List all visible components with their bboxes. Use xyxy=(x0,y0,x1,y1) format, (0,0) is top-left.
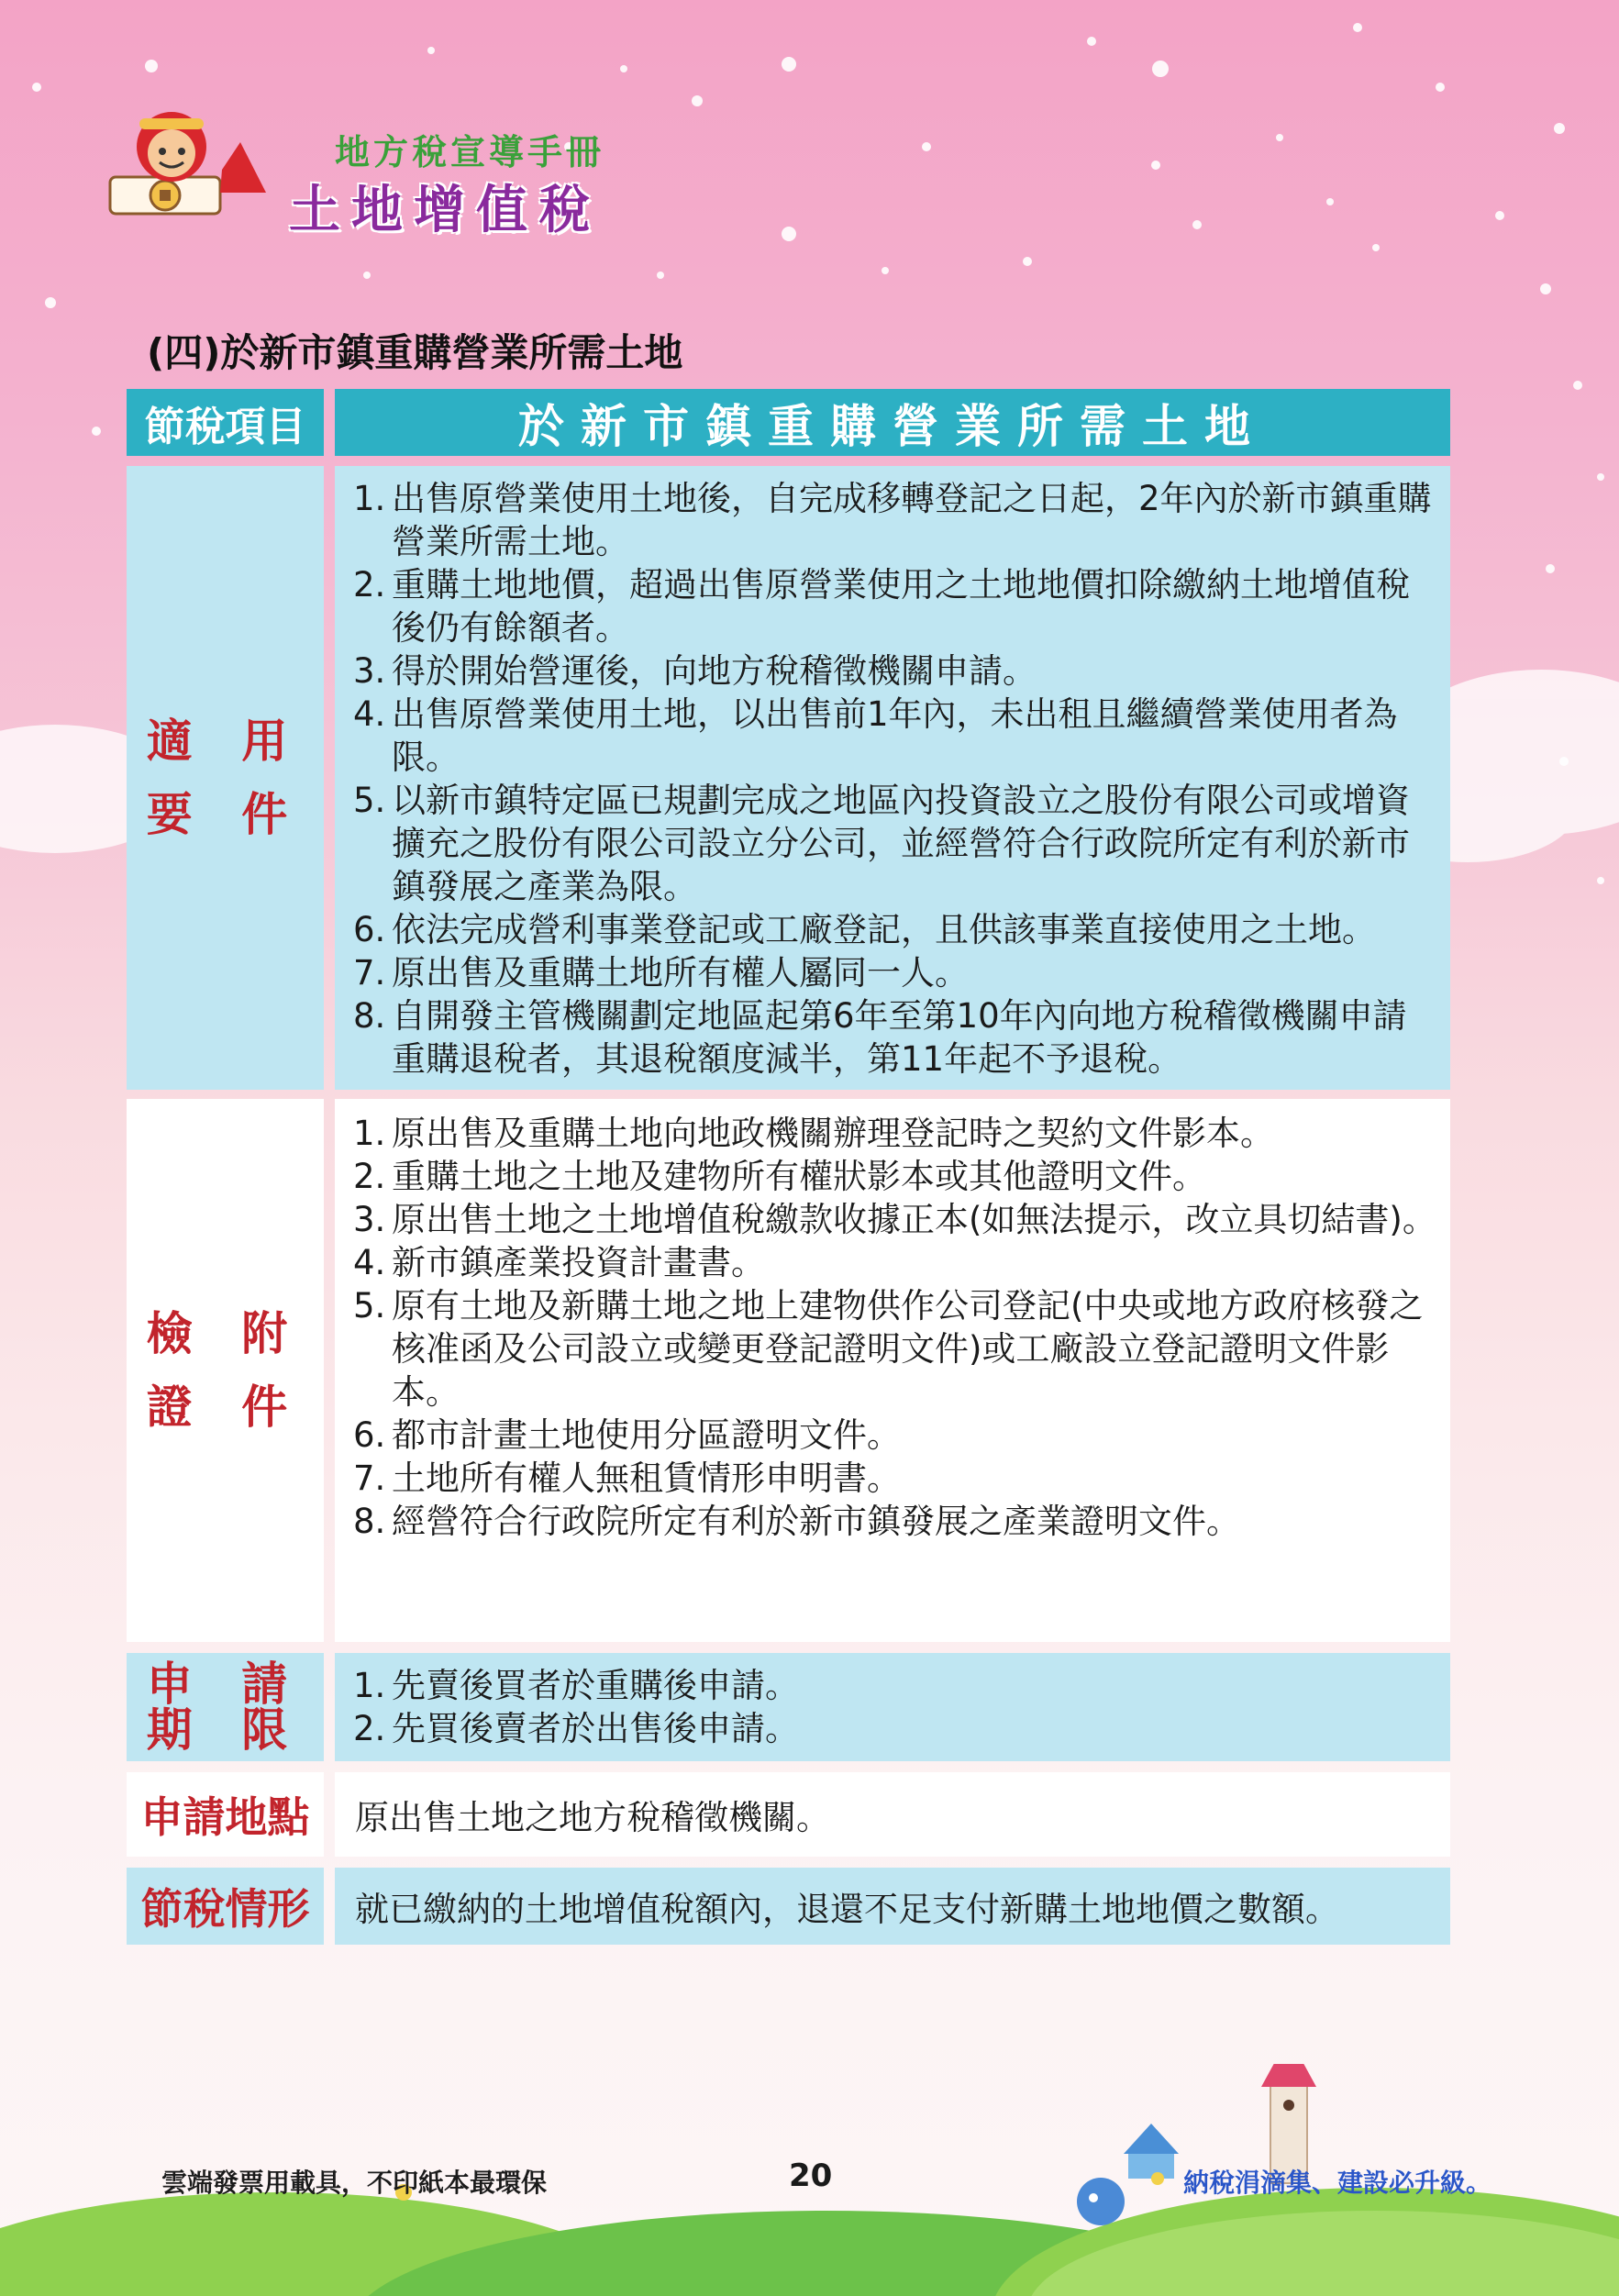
label-line: 適 用 xyxy=(146,715,305,768)
handbook-title: 土地增值稅 xyxy=(289,181,601,240)
mascot-logo-icon xyxy=(103,105,268,234)
list-item: 5. 原有土地及新購土地之地上建物供作公司登記(中央或地方政府核發之核准函及公司設立或變更登記證明文件)或工廠設立登記證明文件影本。 xyxy=(353,1286,1424,1412)
label-line: 檢 附 xyxy=(146,1307,305,1360)
header-cell-item: 節稅項目 xyxy=(127,389,324,456)
label-line: 期 限 xyxy=(146,1703,305,1757)
application-deadline-row xyxy=(127,1653,1450,1761)
list-item: 7. 原出售及重購土地所有權人屬同一人。 xyxy=(353,953,969,993)
label-line: 證 件 xyxy=(146,1381,305,1434)
label-line: 要 件 xyxy=(146,788,305,841)
list-item: 2. 先買後賣者於出售後申請。 xyxy=(353,1709,799,1748)
list-item: 4. 出售原營業使用土地，以出售前1年內，未出租且繼續營業使用者為限。 xyxy=(353,694,1398,777)
applicable-conditions-content xyxy=(335,466,1450,1090)
list-item: 2. 重購土地之土地及建物所有權狀影本或其他證明文件。 xyxy=(353,1157,1206,1196)
page-number: 20 xyxy=(789,2157,833,2194)
tax-saving-content: 就已繳納的土地增值稅額內，退還不足支付新購土地地價之數額。 xyxy=(335,1868,1450,1945)
application-location-label: 申請地點 xyxy=(127,1772,324,1857)
application-location-row xyxy=(127,1772,1450,1857)
applicable-conditions-label xyxy=(127,466,324,1090)
required-documents-label xyxy=(127,1099,324,1642)
label-line: 申 請 xyxy=(146,1658,305,1711)
tax-saving-row xyxy=(127,1868,1450,1945)
required-documents-content xyxy=(335,1099,1450,1642)
list-item: 5. 以新市鎮特定區已規劃完成之地區內投資設立之股份有限公司或增資擴充之股份有限公司設立分公司，並經營符合行政院所定有利於新市鎮發展之產業為限。 xyxy=(353,781,1410,906)
list-item: 8. 自開發主管機關劃定地區起第6年至第10年內向地方稅稽徵機關申請重購退稅者，其退稅額度減半，第11年起不予退稅。 xyxy=(353,996,1407,1079)
list-item: 3. 原出售土地之土地增值稅繳款收據正本(如無法提示，改立具切結書)。 xyxy=(353,1200,1436,1239)
list-item: 4. 新市鎮產業投資計畫書。 xyxy=(353,1243,765,1282)
section-heading: (四)於新市鎮重購營業所需土地 xyxy=(147,330,683,375)
list-item: 7. 土地所有權人無租賃情形申明書。 xyxy=(353,1459,901,1498)
applicable-conditions-row xyxy=(127,466,1450,1090)
list-item: 8. 經營符合行政院所定有利於新市鎮發展之產業證明文件。 xyxy=(353,1502,1240,1541)
handbook-subtitle: 地方稅宣導手冊 xyxy=(335,132,605,172)
list-item: 3. 得於開始營運後，向地方稅稽徵機關申請。 xyxy=(353,651,1037,691)
application-deadline-label xyxy=(127,1653,324,1761)
list-item: 1. 先賣後買者於重購後申請。 xyxy=(353,1666,799,1705)
list-item: 6. 都市計畫土地使用分區證明文件。 xyxy=(353,1415,901,1455)
list-item: 1. 出售原營業使用土地後，自完成移轉登記之日起，2年內於新市鎮重購營業所需土地。 xyxy=(353,479,1432,561)
header-cell-topic: 於新市鎮重購營業所需土地 xyxy=(335,389,1450,456)
required-documents-row xyxy=(127,1099,1450,1642)
list-item: 6. 依法完成營利事業登記或工廠登記，且供該事業直接使用之土地。 xyxy=(353,910,1376,949)
application-deadline-content xyxy=(335,1653,1450,1761)
tax-saving-label: 節稅情形 xyxy=(127,1868,324,1945)
application-location-content: 原出售土地之地方稅稽徵機關。 xyxy=(335,1772,1450,1857)
list-item: 2. 重購土地地價，超過出售原營業使用之土地地價扣除繳納土地增值稅後仍有餘額者。 xyxy=(353,565,1410,648)
footer-slogan-right: 納稅涓滴集、建設必升級。 xyxy=(1183,2168,1492,2198)
list-item: 1. 原出售及重購土地向地政機關辦理登記時之契約文件影本。 xyxy=(353,1114,1274,1153)
footer-slogan-left: 雲端發票用載具，不印紙本最環保 xyxy=(161,2168,548,2198)
table-header-row xyxy=(127,389,1450,456)
